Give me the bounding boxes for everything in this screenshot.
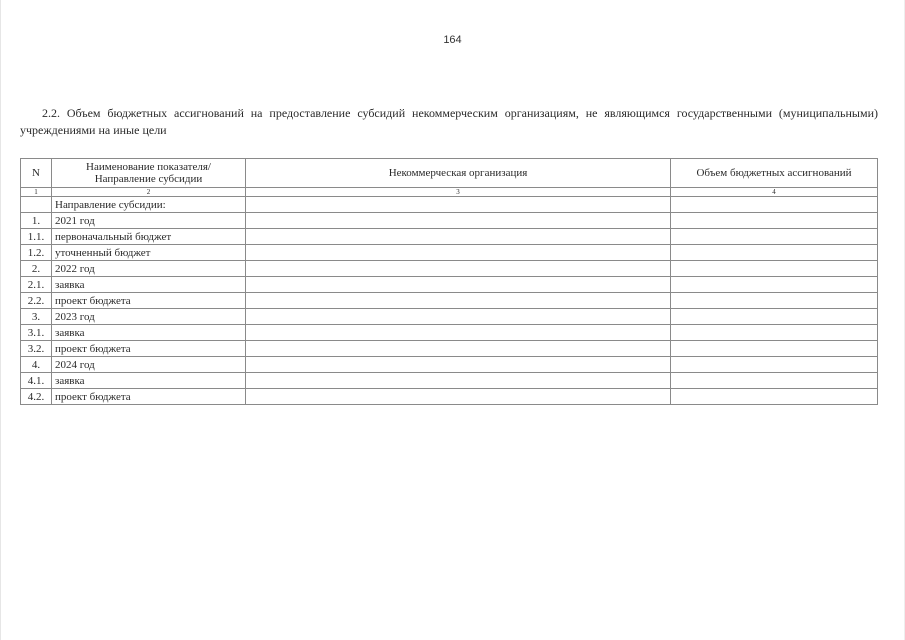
row-number: 1. [21, 213, 52, 229]
row-name: проект бюджета [52, 389, 246, 405]
organization-cell [246, 197, 671, 213]
organization-cell [246, 357, 671, 373]
header-num: N [21, 159, 52, 188]
organization-cell [246, 277, 671, 293]
organization-cell [246, 309, 671, 325]
amount-cell [671, 245, 878, 261]
row-name: уточненный бюджет [52, 245, 246, 261]
amount-cell [671, 293, 878, 309]
column-index: 3 [246, 188, 671, 197]
row-name: проект бюджета [52, 293, 246, 309]
table-row [21, 277, 878, 293]
row-name: 2023 год [52, 309, 246, 325]
table-row [21, 373, 878, 389]
row-number: 1.2. [21, 245, 52, 261]
organization-cell [246, 229, 671, 245]
row-name: заявка [52, 277, 246, 293]
organization-cell [246, 293, 671, 309]
table-row [21, 245, 878, 261]
table-row [21, 325, 878, 341]
column-index-row [21, 188, 878, 197]
column-index: 1 [21, 188, 52, 197]
header-organization: Некоммерческая организация [246, 159, 671, 188]
table-row [21, 229, 878, 245]
table-row [21, 309, 878, 325]
direction-row [21, 197, 878, 213]
row-name: 2021 год [52, 213, 246, 229]
amount-cell [671, 229, 878, 245]
amount-cell [671, 309, 878, 325]
organization-cell [246, 341, 671, 357]
row-name: 2024 год [52, 357, 246, 373]
amount-cell [671, 277, 878, 293]
row-number: 2. [21, 261, 52, 277]
row-number: 3.1. [21, 325, 52, 341]
column-index: 2 [52, 188, 246, 197]
header-amount: Объем бюджетных ассигнований [671, 159, 878, 188]
scan-edge-left [0, 0, 1, 640]
row-number: 3. [21, 309, 52, 325]
amount-cell [671, 325, 878, 341]
amount-cell [671, 357, 878, 373]
row-number: 2.2. [21, 293, 52, 309]
organization-cell [246, 389, 671, 405]
row-number: 4.2. [21, 389, 52, 405]
row-number: 1.1. [21, 229, 52, 245]
direction-label: Направление субсидии: [52, 197, 246, 213]
row-name: проект бюджета [52, 341, 246, 357]
amount-cell [671, 261, 878, 277]
table-row [21, 341, 878, 357]
page-number: 164 [443, 34, 462, 46]
row-number: 3.2. [21, 341, 52, 357]
amount-cell [671, 373, 878, 389]
row-number: 2.1. [21, 277, 52, 293]
table-row [21, 293, 878, 309]
header-name: Наименование показателя/ Направление субсидии [52, 159, 246, 188]
organization-cell [246, 373, 671, 389]
row-name: заявка [52, 325, 246, 341]
amount-cell [671, 197, 878, 213]
row-number [21, 197, 52, 213]
amount-cell [671, 213, 878, 229]
row-name: первоначальный бюджет [52, 229, 246, 245]
column-index: 4 [671, 188, 878, 197]
row-name: 2022 год [52, 261, 246, 277]
amount-cell [671, 341, 878, 357]
organization-cell [246, 213, 671, 229]
table-row [21, 357, 878, 373]
row-number: 4.1. [21, 373, 52, 389]
budget-table [20, 158, 878, 405]
table-body [21, 197, 878, 405]
table-row [21, 389, 878, 405]
organization-cell [246, 325, 671, 341]
amount-cell [671, 389, 878, 405]
table-row [21, 261, 878, 277]
table-row [21, 213, 878, 229]
section-heading: 2.2. Объем бюджетных ассигнований на предоставление субсидий некоммерческим организациям, не являющимся государственными (муниципальными) учреждениями на иные цели [20, 106, 878, 137]
table-header-row [21, 159, 878, 188]
row-name: заявка [52, 373, 246, 389]
organization-cell [246, 261, 671, 277]
row-number: 4. [21, 357, 52, 373]
organization-cell [246, 245, 671, 261]
